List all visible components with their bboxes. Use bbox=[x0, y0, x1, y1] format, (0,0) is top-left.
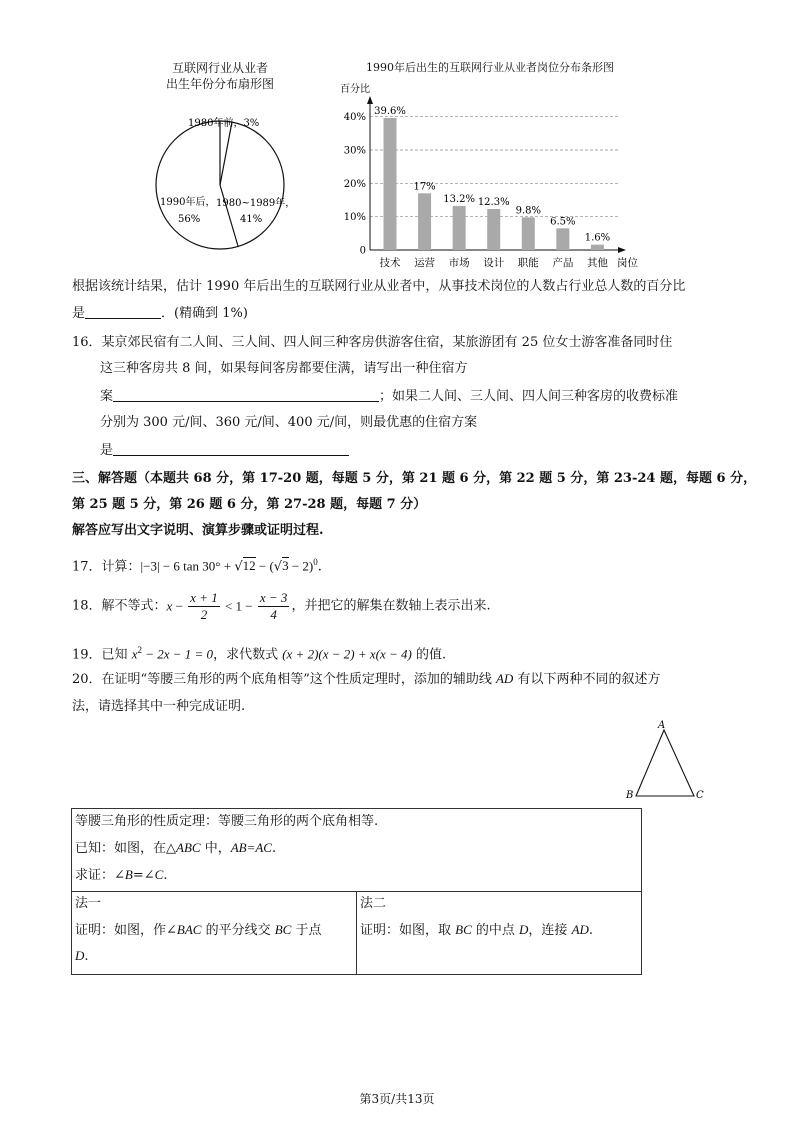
q17-prefix: 17．计算： bbox=[72, 559, 141, 575]
q18-fraction2 bbox=[258, 590, 290, 623]
q16-line5-prefix: 是 bbox=[100, 443, 114, 458]
q16-best-plan-blank[interactable] bbox=[113, 441, 349, 456]
q19-eq-b: − 2x − 1 = 0 bbox=[141, 646, 214, 662]
q18-prefix: 18．解不等式： bbox=[72, 598, 167, 614]
given-prefix: 已知：如图，在△ bbox=[75, 841, 176, 856]
page-footer: 第3页/共13页 bbox=[359, 1092, 435, 1106]
q17-sqrt2-sign: √ bbox=[273, 559, 283, 575]
q16-line3-prefix: 案 bbox=[100, 389, 114, 404]
method2-bc: BC bbox=[455, 922, 472, 937]
x-tick-label: 设计 bbox=[483, 257, 505, 269]
q16-line2: 这三种客房共 8 间，如果每间客房都要住满，请写出一种住宿方 bbox=[100, 361, 468, 376]
method2-title: 法二 bbox=[360, 896, 387, 911]
given-text bbox=[75, 839, 276, 858]
bar bbox=[487, 209, 500, 250]
bar-value-label: 12.3% bbox=[477, 197, 510, 208]
pie-title-line1: 互联网行业从业者 bbox=[171, 61, 268, 75]
x-tick-label: 产品 bbox=[552, 257, 574, 269]
triangle-figure bbox=[622, 718, 712, 802]
q18-fraction1 bbox=[188, 590, 220, 623]
q16-line3 bbox=[100, 387, 678, 406]
q19-eq-a: x bbox=[131, 646, 138, 662]
method2-text bbox=[360, 921, 593, 940]
y-tick-label: 0 bbox=[359, 245, 366, 257]
prove-b: B bbox=[124, 867, 133, 882]
prove-c: C bbox=[154, 867, 164, 882]
prove-mid: =∠ bbox=[132, 868, 155, 883]
method2-end: . bbox=[588, 923, 594, 938]
q17-expr1: |−3| − 6 tan 30° + bbox=[140, 558, 235, 574]
prove-prefix: 求证：∠ bbox=[75, 868, 125, 883]
pie-chart-title bbox=[140, 60, 300, 92]
q15-answer-blank[interactable] bbox=[85, 304, 161, 319]
method1-title: 法一 bbox=[75, 896, 102, 911]
bar-chart-title: 1990年后出生的互联网行业从业者岗位分布条形图 bbox=[366, 61, 614, 74]
method1-d: D bbox=[75, 948, 85, 963]
q18-f2-num: x − 3 bbox=[259, 590, 288, 605]
q18 bbox=[72, 590, 491, 623]
bar-value-label: 17% bbox=[413, 181, 436, 193]
method2-ad: AD bbox=[571, 922, 589, 937]
q17 bbox=[72, 553, 322, 576]
vertex-a-label: A bbox=[658, 720, 666, 731]
x-tick-label: 职能 bbox=[517, 257, 539, 269]
method1-c: 于点 bbox=[291, 923, 322, 938]
y-tick-label: 40% bbox=[343, 112, 366, 124]
method1-a: 证明：如图，作∠ bbox=[75, 923, 177, 938]
triangle-abc bbox=[636, 730, 694, 796]
given-abc: ABC bbox=[176, 840, 201, 855]
x-axis-arrow bbox=[618, 247, 626, 253]
x-tick-label: 技术 bbox=[379, 257, 401, 269]
q16-line4: 分别为 300 元/间、360 元/间、400 元/间，则最优惠的住宿方案 bbox=[100, 415, 478, 430]
bar-chart bbox=[340, 78, 640, 272]
q19-mid: ，求代数式 bbox=[213, 647, 283, 663]
method2-d: D bbox=[519, 922, 529, 937]
q20-ad: AD bbox=[495, 671, 514, 686]
q15-line1: 根据该统计结果，估计 1990 年后出生的互联网行业从业者中，从事技术岗位的人数占行业总人数的百分比 bbox=[72, 279, 686, 294]
y-tick-label: 10% bbox=[343, 212, 366, 224]
method1-text-2 bbox=[75, 947, 89, 966]
q17-end: . bbox=[317, 559, 322, 575]
vertex-c-label: C bbox=[696, 790, 704, 801]
pie-label-1980-1989-a: 1980~1989年， bbox=[216, 198, 296, 209]
q15-suffix: ．(精确到 1%) bbox=[161, 306, 248, 321]
bar-value-label: 13.2% bbox=[443, 194, 476, 205]
q20-line1 bbox=[72, 670, 660, 689]
bar-value-label: 6.5% bbox=[550, 216, 576, 228]
proof-table bbox=[71, 808, 642, 975]
bar-value-label: 39.6% bbox=[374, 106, 406, 117]
given-end: . bbox=[271, 841, 277, 856]
q19-eq-sup: 2 bbox=[137, 645, 142, 655]
section3-line2: 第 25 题 5 分，第 26 题 6 分，第 27-28 题，每题 7 分） bbox=[72, 497, 427, 512]
vertex-b-label: B bbox=[626, 790, 634, 801]
q17-expr3: − 2) bbox=[288, 558, 314, 574]
method1-text bbox=[75, 921, 322, 940]
method2-b: 的中点 bbox=[471, 923, 520, 938]
section3-line3: 解答应写出文字说明、演算步骤或证明过程. bbox=[72, 523, 324, 538]
x-tick-label: 运营 bbox=[414, 257, 436, 269]
table-divider-vertical bbox=[356, 891, 357, 974]
q17-radicand2: 3 bbox=[282, 558, 289, 574]
method1-end: . bbox=[84, 949, 89, 964]
bar bbox=[384, 118, 397, 250]
q16-plan-blank[interactable] bbox=[113, 387, 379, 402]
y-tick-label: 30% bbox=[343, 145, 366, 157]
bar bbox=[418, 193, 431, 250]
prove-text bbox=[75, 866, 167, 885]
pie-chart bbox=[140, 105, 300, 265]
given-mid: 中， bbox=[200, 841, 231, 856]
pie-title-line2: 出生年份分布扇形图 bbox=[165, 77, 274, 91]
theorem-text: 等腰三角形的性质定理：等腰三角形的两个底角相等. bbox=[75, 814, 379, 829]
bar bbox=[591, 245, 604, 250]
x-tick-label: 其他 bbox=[586, 257, 608, 269]
method1-b: 的平分线交 bbox=[201, 923, 275, 938]
q17-expr2: − ( bbox=[255, 558, 274, 574]
q18-f2-den: 4 bbox=[270, 607, 277, 622]
bar-value-label: 9.8% bbox=[515, 205, 541, 217]
q20-line2: 法，请选择其中一种完成证明. bbox=[72, 699, 246, 714]
y-tick-label: 20% bbox=[343, 178, 366, 190]
q18-suffix: ，并把它的解集在数轴上表示出来. bbox=[291, 598, 491, 614]
q19-expr: (x + 2)(x − 2) + x(x − 4) bbox=[282, 646, 412, 662]
q18-x: x bbox=[166, 598, 173, 614]
pie-label-1980-before: 1980年前，3% bbox=[188, 118, 260, 129]
q16-line1: 16．某京郊民宿有二人间、三人间、四人间三种客房供游客住宿，某旅游团有 25 位女士游客准备同时住 bbox=[72, 335, 673, 350]
method2-a: 证明：如图，取 bbox=[360, 923, 456, 938]
q19-prefix: 19．已知 bbox=[72, 647, 132, 663]
q15-line2 bbox=[72, 304, 248, 323]
prove-end: . bbox=[163, 868, 168, 883]
q16-line5 bbox=[100, 441, 349, 460]
bar bbox=[522, 217, 535, 250]
method1-bac: BAC bbox=[176, 922, 202, 937]
pie-label-1990-after-b: 56% bbox=[178, 214, 201, 225]
q19 bbox=[72, 641, 446, 664]
q15-prefix: 是 bbox=[72, 306, 86, 321]
x-tick-label: 市场 bbox=[448, 257, 470, 269]
q17-sqrt1-sign: √ bbox=[234, 559, 243, 575]
bar-value-label: 1.6% bbox=[584, 232, 611, 244]
y-axis-label: 百分比 bbox=[340, 84, 370, 95]
q18-lt: < 1 − bbox=[221, 598, 256, 614]
pie-divider-bottom bbox=[220, 185, 238, 246]
q20-line1-b: 有以下两种不同的叙述方 bbox=[513, 672, 661, 687]
q18-minus: − bbox=[172, 598, 187, 614]
method2-c: ，连接 bbox=[528, 923, 572, 938]
q17-exponent: 0 bbox=[313, 557, 318, 567]
method1-bc: BC bbox=[274, 922, 292, 937]
q19-suffix: 的值. bbox=[411, 647, 447, 663]
q18-f1-num: x + 1 bbox=[190, 590, 218, 605]
bar bbox=[453, 206, 466, 250]
pie-divider-small bbox=[220, 122, 232, 185]
y-axis-arrow bbox=[367, 96, 373, 104]
section3-line1: 三、解答题（本题共 68 分，第 17-20 题，每题 5 分，第 21 题 6 分，第 22 题 5 分，第 23-24 题，每题 6 分， bbox=[72, 471, 757, 486]
bar bbox=[556, 228, 569, 250]
q20-line1-a: 20．在证明“等腰三角形的两个底角相等”这个性质定理时，添加的辅助线 bbox=[72, 672, 496, 687]
q18-f1-den: 2 bbox=[200, 607, 208, 622]
x-axis-label: 岗位 bbox=[617, 257, 638, 269]
pie-label-1990-after-a: 1990年后， bbox=[160, 197, 216, 208]
given-eq: AB=AC bbox=[230, 840, 272, 855]
q16-line3-suffix: ；如果二人间、三人间、四人间三种客房的收费标准 bbox=[379, 389, 679, 404]
pie-label-1980-1989-b: 41% bbox=[240, 214, 263, 225]
q17-radicand1: 12 bbox=[242, 558, 256, 574]
